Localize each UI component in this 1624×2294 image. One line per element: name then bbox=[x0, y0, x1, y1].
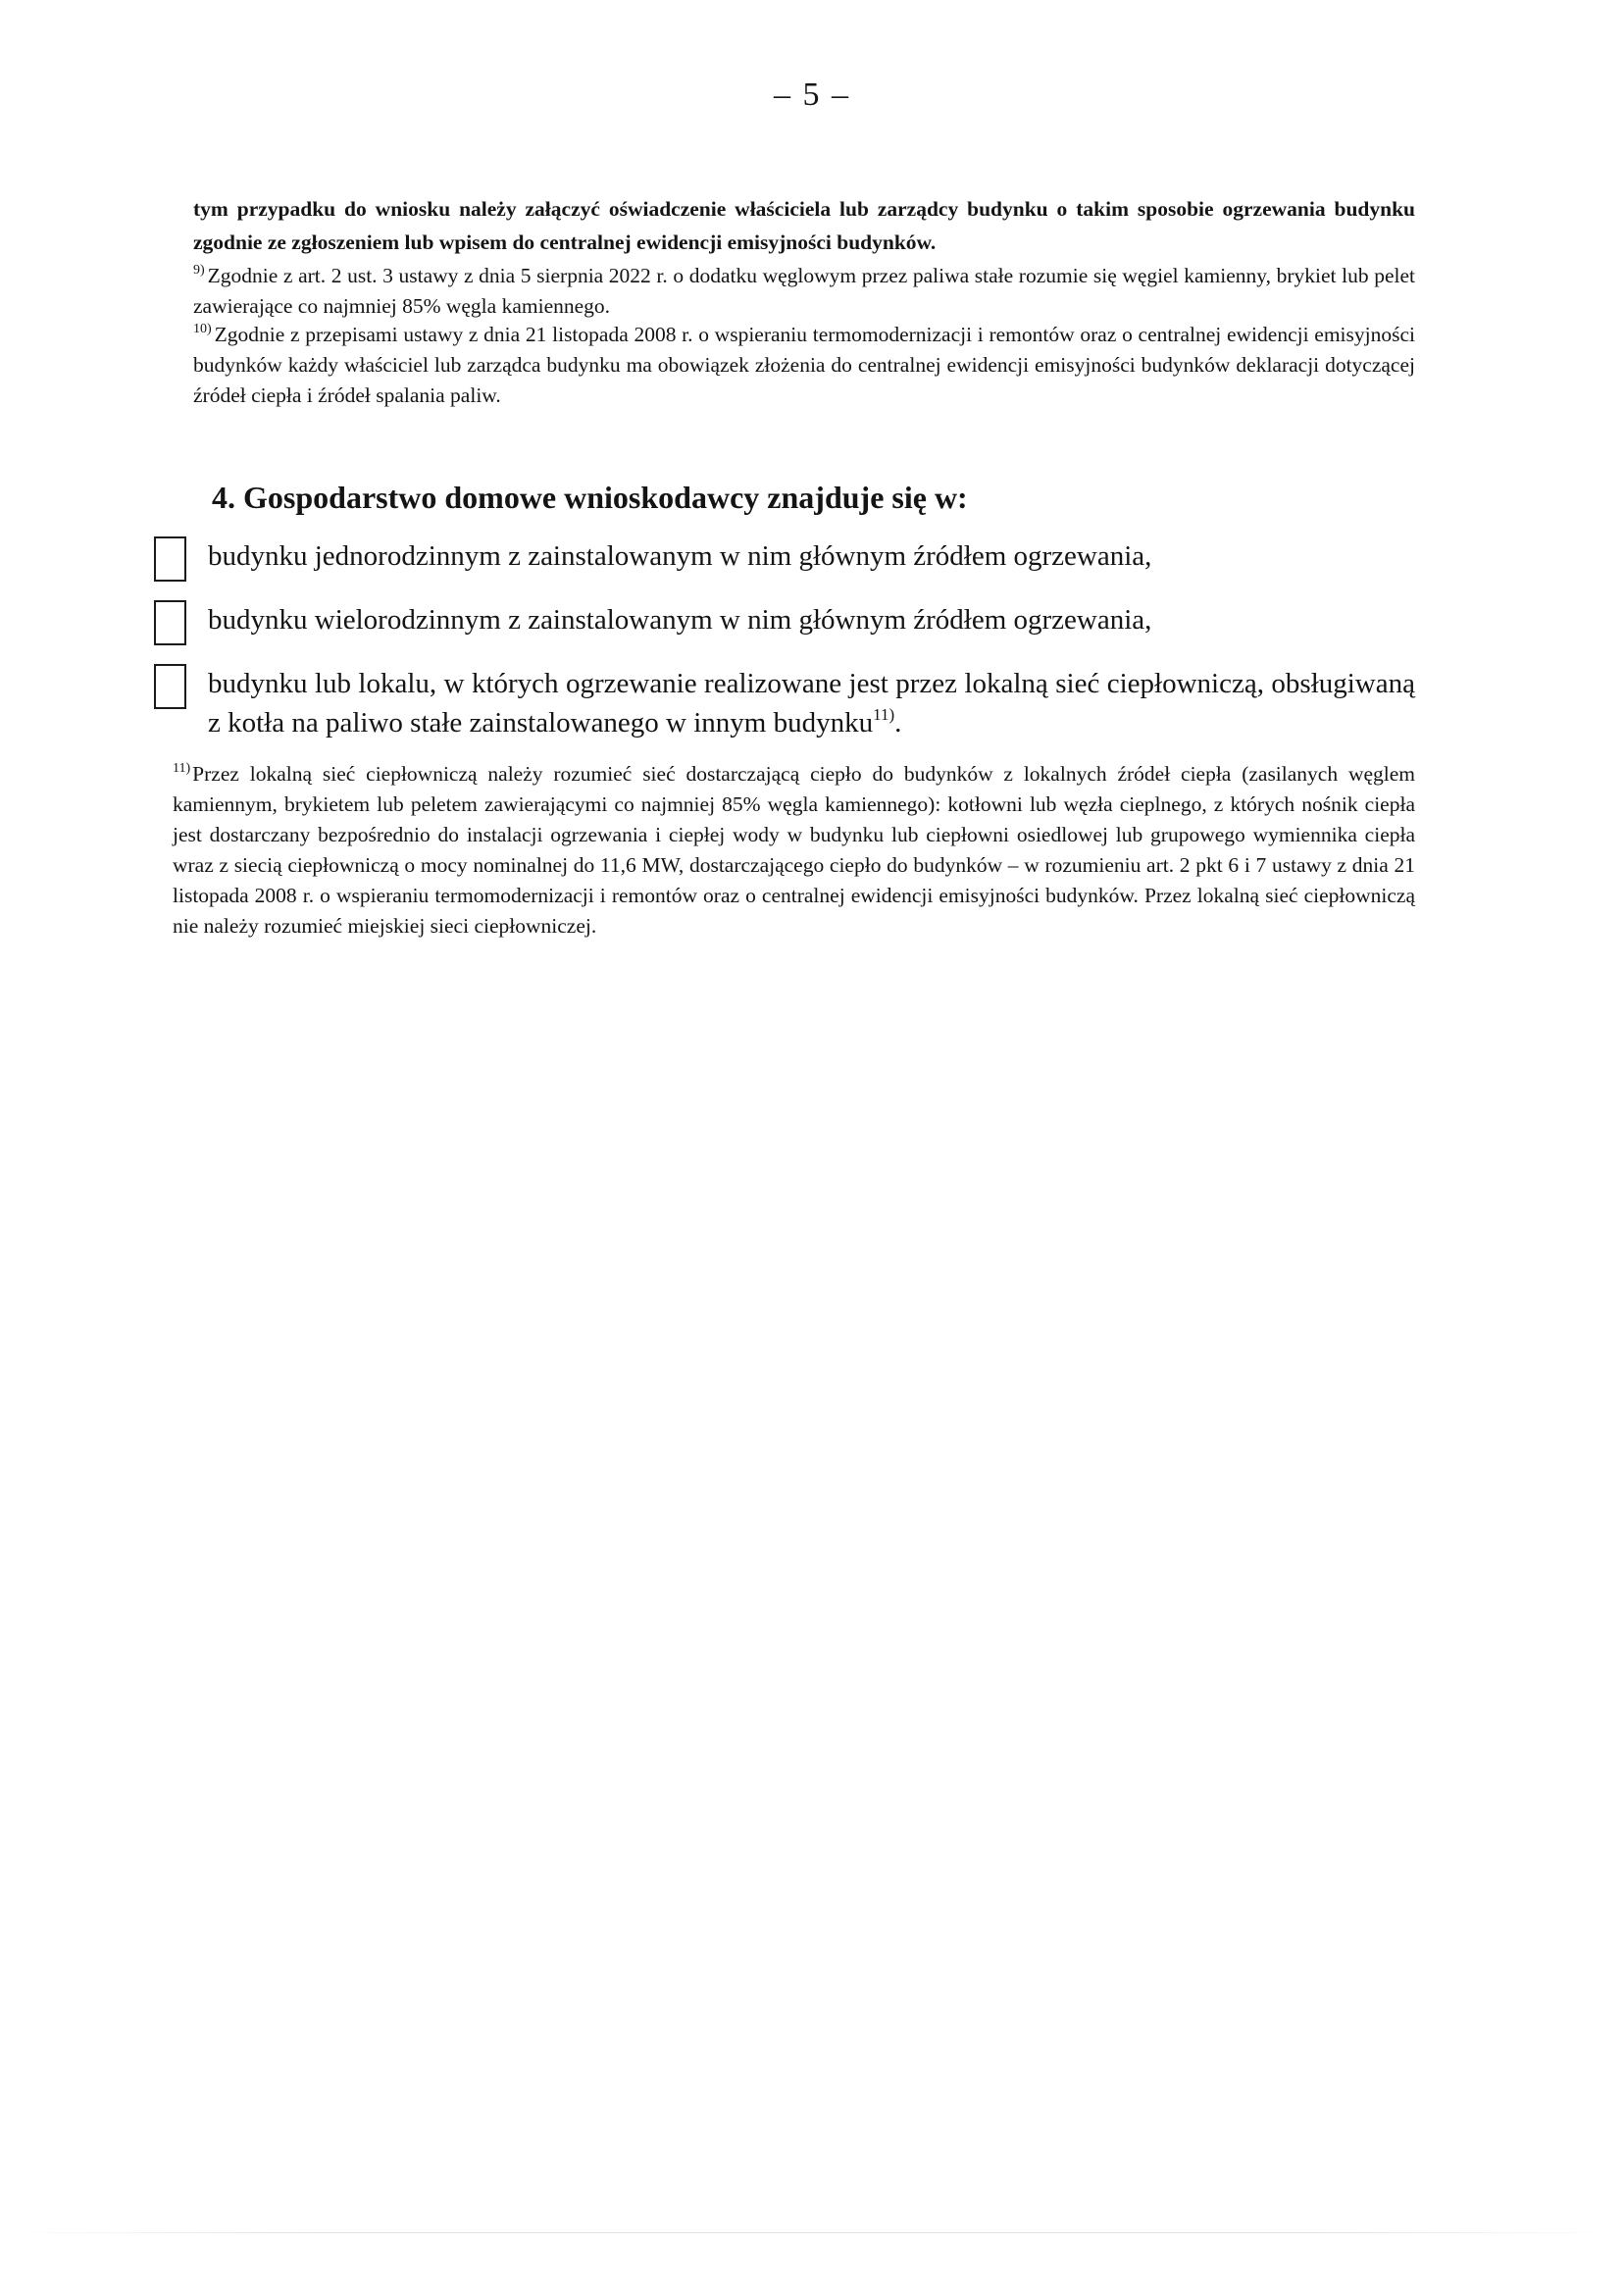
intro-bold-paragraph: tym przypadku do wniosku należy załączyć oświadczenie właściciela lub zarządcy budynku o takim sposobie ogrzewania budynku zgodnie ze zgłoszeniem lub wpisem do centralnej ewidencji emisyjności budynków. bbox=[193, 197, 1415, 254]
footnote-11-mark: 11) bbox=[173, 761, 191, 776]
footnote-10-text: Zgodnie z przepisami ustawy z dnia 21 listopada 2008 r. o wspieraniu termomodernizacji i remontów oraz o centralnej ewidencji emisyjności budynków każdy właściciel lub zarządca budynku ma obowiązek złożenia do centralnej ewidencji emisyjności budynków deklaracji dotyczącej źródeł ciepła i źródeł spalania paliw. bbox=[193, 323, 1415, 407]
option-local-heating-network-label bbox=[208, 664, 1415, 742]
footnote-11 bbox=[173, 759, 1415, 942]
option-local-heating-network-text: budynku lub lokalu, w których ogrzewanie realizowane jest przez lokalną sieć ciepłowniczą, obsługiwaną z kotła na paliwo stałe zainstalowanego w innym budynku bbox=[208, 668, 1415, 739]
checkbox-single-family[interactable] bbox=[154, 536, 186, 582]
footnote-11-text: Przez lokalną sieć ciepłowniczą należy rozumieć sieć dostarczającą ciepło do budynków z lokalnych źródeł ciepła (zasilanych węglem kamiennym, brykietem lub peletem zawierającymi co najmniej 85% węgla kamiennego): kotłowni lub węzła cieplnego, z których nośnik ciepła jest dostarczany bezpośrednio do instalacji ogrzewania i ciepłej wody w budynku lub ciepłowni osiedlowej lub grupowego wymiennika ciepła wraz z siecią ciepłowniczą o mocy nominalnej do 11,6 MW, dostarczającego ciepło do budynków – w rozumieniu art. 2 pkt 6 i 7 ustawy z dnia 21 listopada 2008 r. o wspieraniu termomodernizacji i remontów oraz o centralnej ewidencji emisyjności budynków. Przez lokalną sieć ciepłowniczą nie należy rozumieć miejskiej sieci ciepłowniczej. bbox=[173, 762, 1415, 938]
checkbox-multi-family[interactable] bbox=[154, 600, 186, 645]
footnote-9-text: Zgodnie z art. 2 ust. 3 ustawy z dnia 5 sierpnia 2022 r. o dodatku węglowym przez paliwa stałe rozumie się węgiel kamienny, brykiet lub pelet zawierające co najmniej 85% węgla kamiennego. bbox=[193, 264, 1415, 318]
footnote-9-mark: 9) bbox=[193, 263, 205, 278]
option-local-heating-network-tail: . bbox=[894, 707, 902, 739]
footnote-9 bbox=[193, 261, 1415, 322]
option-multi-family-label: budynku wielorodzinnym z zainstalowanym w nim głównym źródłem ogrzewania, bbox=[208, 604, 1152, 636]
scan-edge-line bbox=[0, 2232, 1624, 2233]
option-single-family-label: budynku jednorodzinnym z zainstalowanym w nim głównym źródłem ogrzewania, bbox=[208, 540, 1152, 572]
footnote-11-ref: 11) bbox=[873, 705, 895, 724]
footnote-10 bbox=[193, 320, 1415, 411]
section-4-heading: 4. Gospodarstwo domowe wnioskodawcy znajduje się w: bbox=[212, 480, 968, 515]
checkbox-local-heating-network[interactable] bbox=[154, 664, 186, 709]
footnote-10-mark: 10) bbox=[193, 322, 212, 336]
page-number: – 5 – bbox=[774, 76, 850, 113]
